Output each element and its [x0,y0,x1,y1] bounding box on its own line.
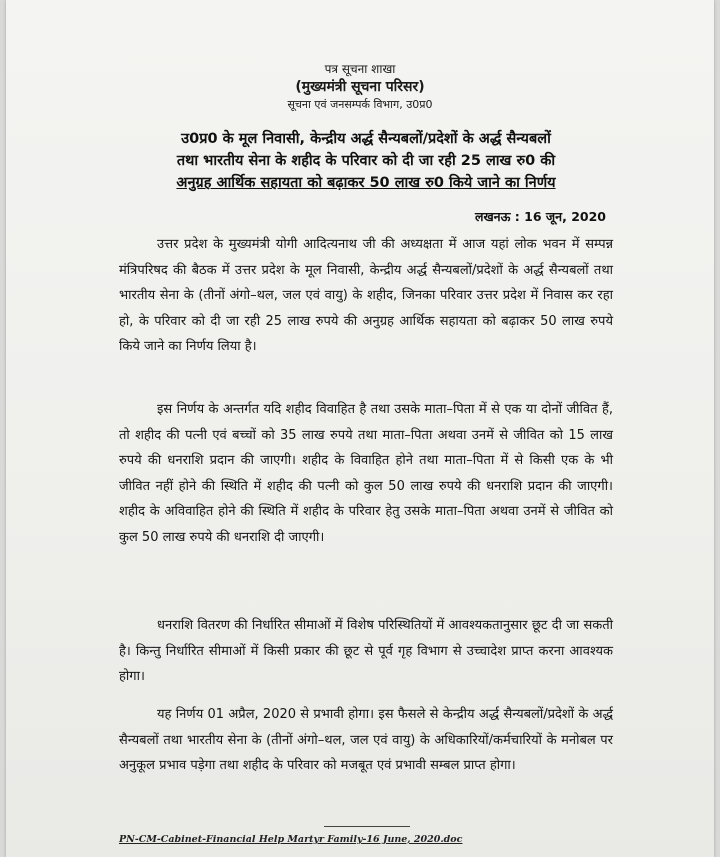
paragraph-1: उत्तर प्रदेश के मुख्यमंत्री योगी आदित्यनाथ जी की अध्यक्षता में आज यहां लोक भवन में सम्पन्न मंत्रिपरिषद की बैठक में उत्तर प्रदेश के मूल निवासी, केन्द्रीय अर्द्ध सैन्यबलों/प्रदेशों के अर्द्ध सैन्यबलों तथा भारतीय सेना के (तीनों अंगो–थल, जल एवं वायु) के शहीद, जिनका परिवार उत्तर प्रदेश में निवास कर रहा हो, के परिवार को दी जा रही 25 लाख रुपये की अनुग्रह आर्थिक सहायता को बढ़ाकर 50 लाख रुपये किये जाने का निर्णय लिया है। [119,237,613,354]
press-release-title [126,128,606,194]
separator-line [324,826,410,827]
document-page [6,0,714,857]
paragraph-3: धनराशि वितरण की निर्धारित सीमाओं में विशेष परिस्थितियों में आवश्यकतानुसार छूट दी जा सकती है। किन्तु निर्धारित सीमाओं में किसी प्रकार की छूट से पूर्व गृह विभाग से उच्चादेश प्राप्त करना आवश्यक होगा। [119,618,613,684]
department-name: पत्र सूचना शाखा [324,62,396,76]
file-name-footer: PN-CM-Cabinet-Financial Help Martyr Family-16 June, 2020.doc [119,834,463,845]
department-subtitle: सूचना एवं जनसम्पर्क विभाग, उ0प्र0 [287,98,433,111]
dateline: लखनऊ : 16 जून, 2020 [474,209,606,224]
title-line-1: उ0प्र0 के मूल निवासी, केन्द्रीय अर्द्ध सैन्यबलों/प्रदेशों के अर्द्ध सैन्यबलों [181,131,551,147]
paragraph-4: यह निर्णय 01 अप्रैल, 2020 से प्रभावी होगा। इस फैसले से केन्द्रीय अर्द्ध सैन्यबलों/प्रदेशों के अर्द्ध सैन्यबलों तथा भारतीय सेना के (तीनों अंगो–थल, जल एवं वायु) के अधिकारियों/कर्मचारियों के मनोबल पर अनुकूल प्रभाव पड़ेगा तथा शहीद के परिवार को मजबूत एवं प्रभावी सम्बल प्राप्त होगा। [119,707,613,773]
office-name: (मुख्यमंत्री सूचना परिसर) [295,79,425,95]
title-line-2: तथा भारतीय सेना के शहीद के परिवार को दी जा रही 25 लाख रु0 की [176,153,556,169]
title-line-3: अनुग्रह आर्थिक सहायता को बढ़ाकर 50 लाख रु0 किये जाने का निर्णय [176,175,556,191]
paragraph-2: इस निर्णय के अन्तर्गत यदि शहीद विवाहित है तथा उसके माता–पिता में से एक या दोनों जीवित हैं, तो शहीद की पत्नी एवं बच्चों को 35 लाख रुपये तथा माता–पिता अथवा उनमें से जीवित को 15 लाख रुपये की धनराशि प्रदान की जाएगी। शहीद के विवाहित होने तथा माता–पिता में से किसी एक के भी जीवित नहीं होने की स्थिति में शहीद की पत्नी को कुल 50 लाख रुपये की धनराशि प्रदान की जाएगी। शहीद के अविवाहित होने की स्थिति में शहीद के परिवार हेतु उसके माता–पिता अथवा उनमें से जीवित को कुल 50 लाख रुपये की धनराशि दी जाएगी। [119,402,613,545]
